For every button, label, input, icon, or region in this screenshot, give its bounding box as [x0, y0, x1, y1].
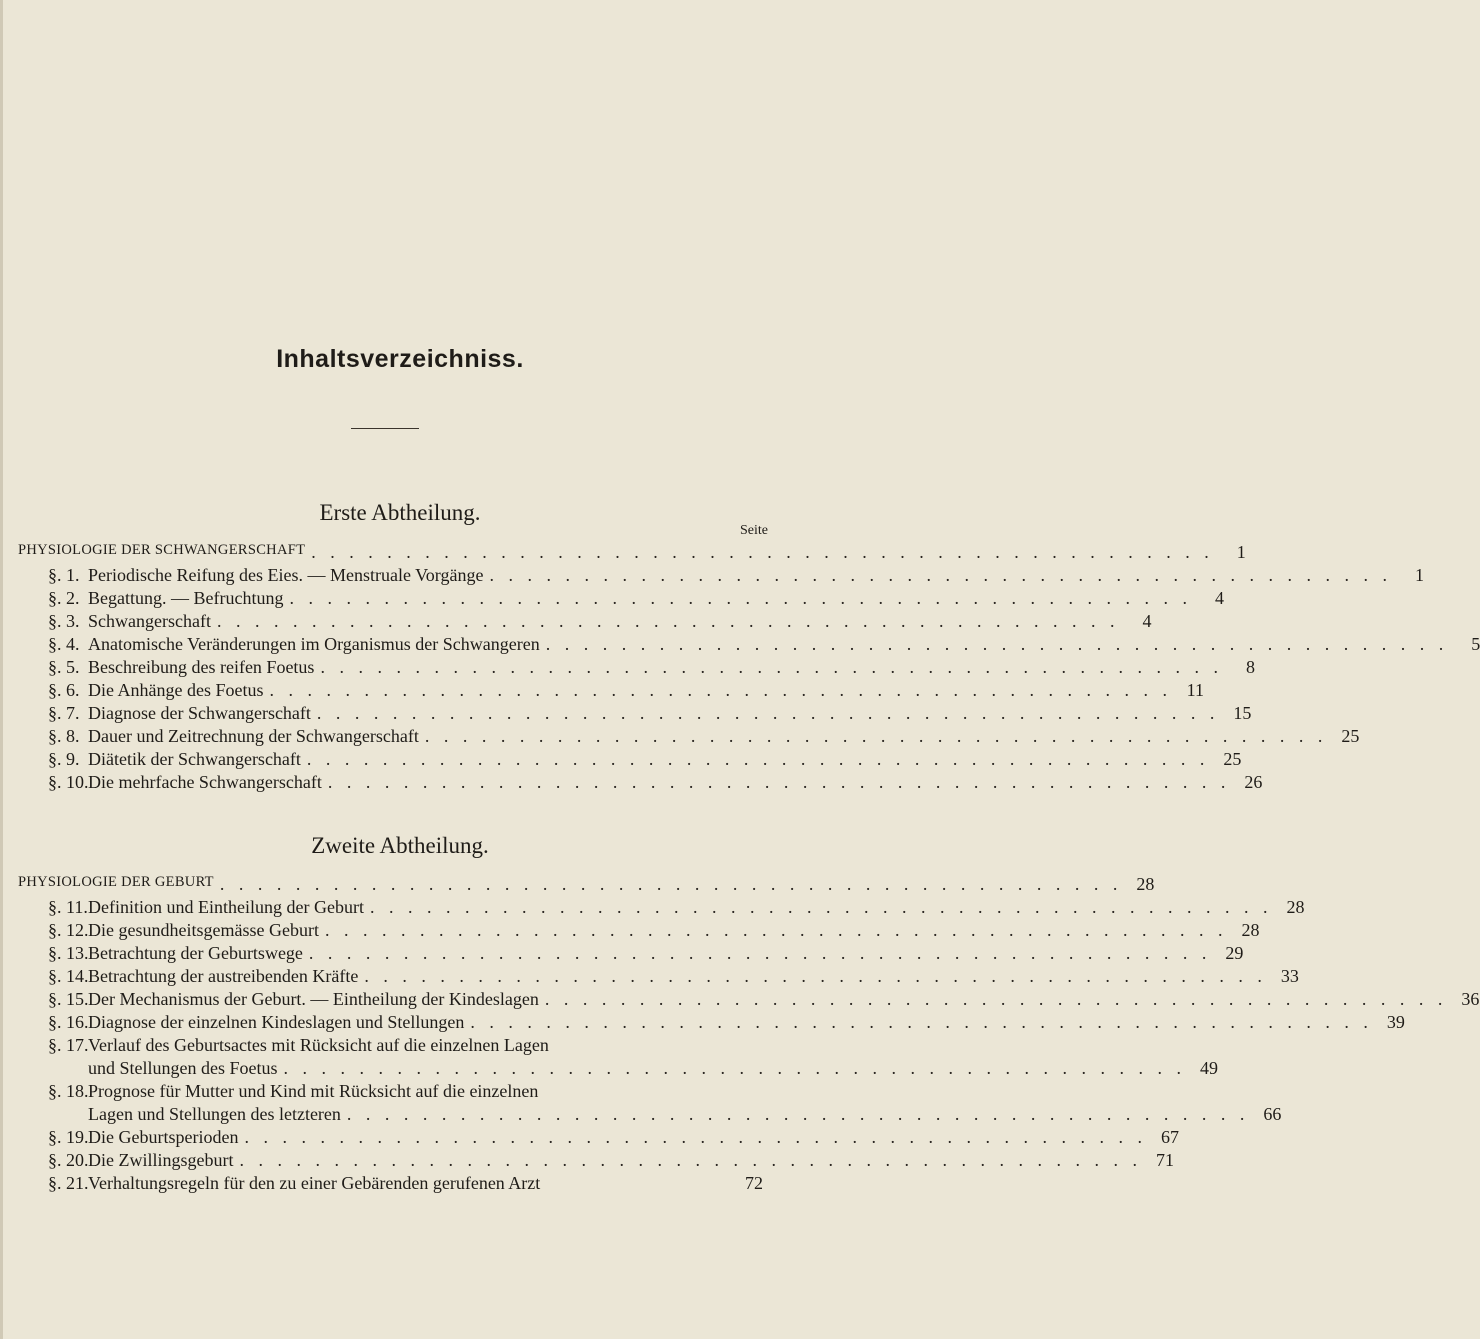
leader-dots: . . . . . . . . . . . . . . . . . . . . . . . . . . . . . . . . . . . . . . . . . . . . . . . .	[369, 897, 1273, 917]
section-number: §. 7.	[48, 703, 80, 723]
entry-title-continued: und Stellungen des Foetus	[88, 1058, 278, 1078]
section-number: §. 1.	[48, 565, 80, 585]
page-number: 11	[1186, 680, 1204, 700]
toc-entry-continuation	[88, 1104, 1282, 1125]
page-number: 67	[1160, 1127, 1179, 1147]
entry-title: Verlauf des Geburtsactes mit Rücksicht auf die einzelnen Lagen	[88, 1035, 549, 1055]
leader-dots: . . . . . . . . . . . . . . . . . . . . . . . . . . . . . . . . . . . . . . . . . . . . . . . .	[424, 726, 1328, 746]
toc-entry-continuation	[88, 1058, 1218, 1079]
section-number: §. 21.	[48, 1173, 89, 1193]
section-number: §. 13.	[48, 943, 89, 963]
leader-dots: . . . . . . . . . . . . . . . . . . . . . . . . . . . . . . . . . . . . . . . . . . . . . . . .	[346, 1104, 1250, 1124]
toc-entry	[48, 1012, 1405, 1033]
section-number: §. 18.	[48, 1081, 89, 1101]
entry-title: Die gesundheitsgemässe Geburt	[88, 920, 319, 940]
part-title-text: PHYSIOLOGIE DER GEBURT	[18, 874, 214, 890]
toc-entry	[48, 611, 1152, 632]
leader-dots: . . . . . . . . . . . . . . . . . . . . . . . . . . . . . . . . . . . . . . . . . . . . . . . .	[219, 874, 1123, 894]
toc-entry	[48, 749, 1242, 770]
page-edge	[0, 0, 3, 1339]
part-title-2	[18, 874, 1155, 895]
page-number: 28	[1136, 874, 1155, 894]
page-number: 1	[1414, 565, 1424, 585]
leader-dots: . . . . . . . . . . . . . . . . . . . . . . . . . . . . . . . . . . . . . . . . . . . . . . . .	[216, 611, 1120, 631]
entry-title: Diagnose der Schwangerschaft	[88, 703, 311, 723]
entry-title: Beschreibung des reifen Foetus	[88, 657, 315, 677]
section-number: §. 5.	[48, 657, 80, 677]
toc-entry	[48, 772, 1263, 793]
entry-title: Dauer und Zeitrechnung der Schwangerschaft	[88, 726, 419, 746]
toc-entry	[48, 1081, 763, 1102]
entry-title: Die Zwillingsgeburt	[88, 1150, 234, 1170]
section-number: §. 14.	[48, 966, 89, 986]
toc-entry	[48, 634, 1480, 655]
page-number: 29	[1225, 943, 1244, 963]
leader-dots: . . . . . . . . . . . . . . . . . . . . . . . . . . . . . . . . . . . . . . . . . . . . . . . .	[239, 1150, 1142, 1170]
entry-title-continued: Lagen und Stellungen des letzteren	[88, 1104, 341, 1124]
page-number: 5	[1471, 634, 1480, 654]
page-number: 15	[1233, 703, 1252, 723]
toc-entry	[48, 897, 1305, 918]
leader-dots: . . . . . . . . . . . . . . . . . . . . . . . . . . . . . . . . . . . . . . . . . . . . . . . .	[489, 565, 1392, 585]
page-number: 1	[1236, 542, 1246, 562]
page-number: 26	[1244, 772, 1263, 792]
leader-dots: . . . . . . . . . . . . . . . . . . . . . . . . . . . . . . . . . . . . . . . . . . . . . . . .	[320, 657, 1223, 677]
leader-dots: . . . . . . . . . . . . . . . . . . . . . . . . . . . . . . . . . . . . . . . . . . . . . . . .	[308, 943, 1212, 963]
toc-entry	[48, 1127, 1179, 1148]
leader-dots: . . . . . . . . . . . . . . . . . . . . . . . . . . . . . . . . . . . . . . . . . . . . . . . .	[311, 542, 1214, 562]
page-title: Inhaltsverzeichniss.	[276, 345, 524, 373]
entry-title: Diätetik der Schwangerschaft	[88, 749, 301, 769]
leader-dots: . . . . . . . . . . . . . . . . . . . . . . . . . . . . . . . . . . . . . . . . . . . . . . . .	[289, 588, 1192, 608]
toc-entry	[48, 726, 1360, 747]
toc-entry	[48, 657, 1255, 678]
title-rule	[351, 428, 419, 429]
leader-dots: . . . . . . . . . . . . . . . . . . . . . . . . . . . . . . . . . . . . . . . . . . . . . . . .	[545, 634, 1449, 654]
page-number: 72	[745, 1173, 763, 1193]
page-number: 66	[1263, 1104, 1282, 1124]
toc-entry	[48, 565, 1424, 586]
leader-dots: . . . . . . . . . . . . . . . . . . . . . . . . . . . . . . . . . . . . . . . . . . . . . . . .	[306, 749, 1210, 769]
page-number: 36	[1461, 989, 1480, 1009]
entry-title: Die Anhänge des Foetus	[88, 680, 264, 700]
page-number: 28	[1286, 897, 1305, 917]
leader-dots: . . . . . . . . . . . . . . . . . . . . . . . . . . . . . . . . . . . . . . . . . . . . . . . .	[244, 1127, 1147, 1147]
entry-title: Prognose für Mutter und Kind mit Rücksicht auf die einzelnen	[88, 1081, 539, 1101]
leader-dots: . . . . . . . . . . . . . . . . . . . . . . . . . . . . . . . . . . . . . . . . . . . . . . . .	[316, 703, 1220, 723]
leader-dots: . . . . . . . . . . . . . . . . . . . . . . . . . . . . . . . . . . . . . . . . . . . . . . . .	[544, 989, 1448, 1009]
section-number: §. 9.	[48, 749, 80, 769]
page-number: 25	[1341, 726, 1360, 746]
section-heading-2: Zweite Abtheilung.	[311, 833, 489, 858]
page-number: 4	[1214, 588, 1224, 608]
page-number: 28	[1241, 920, 1260, 940]
entry-title: Schwangerschaft	[88, 611, 211, 631]
toc-entry	[48, 703, 1252, 724]
section-number: §. 19.	[48, 1127, 89, 1147]
leader-dots: . . . . . . . . . . . . . . . . . . . . . . . . . . . . . . . . . . . . . . . . . . . . . . . .	[364, 966, 1267, 986]
toc-entry	[48, 680, 1204, 701]
toc-entry	[48, 943, 1244, 964]
page-number: 8	[1245, 657, 1255, 677]
entry-title: Betrachtung der austreibenden Kräfte	[88, 966, 359, 986]
entry-title: Die Geburtsperioden	[88, 1127, 239, 1147]
entry-title: Betrachtung der Geburtswege	[88, 943, 303, 963]
section-number: §. 3.	[48, 611, 80, 631]
entry-title: Die mehrfache Schwangerschaft	[88, 772, 322, 792]
toc-entry	[48, 588, 1224, 609]
entry-title: Begattung. — Befruchtung	[88, 588, 284, 608]
toc-entry	[48, 1150, 1174, 1171]
toc-entry	[48, 966, 1299, 987]
section-number: §. 20.	[48, 1150, 89, 1170]
entry-title: Der Mechanismus der Geburt. — Eintheilung der Kindeslagen	[88, 989, 539, 1009]
page-number: 33	[1280, 966, 1299, 986]
leader-dots: . . . . . . . . . . . . . . . . . . . . . . . . . . . . . . . . . . . . . . . . . . . . . . . .	[324, 920, 1228, 940]
entry-title: Periodische Reifung des Eies. — Menstruale Vorgänge	[88, 565, 484, 585]
entry-title: Anatomische Veränderungen im Organismus der Schwangeren	[88, 634, 540, 654]
page-number: 49	[1200, 1058, 1218, 1078]
page-number: 25	[1223, 749, 1242, 769]
section-heading-1: Erste Abtheilung.	[319, 500, 481, 525]
section-number: §. 6.	[48, 680, 80, 700]
toc-entry	[48, 1173, 763, 1194]
section-number: §. 4.	[48, 634, 80, 654]
section-number: §. 10.	[48, 772, 89, 792]
entry-title: Definition und Eintheilung der Geburt	[88, 897, 364, 917]
section-number: §. 11.	[48, 897, 88, 917]
toc-entry	[48, 989, 1480, 1010]
leader-dots: . . . . . . . . . . . . . . . . . . . . . . . . . . . . . . . . . . . . . . . . . . . . . . . .	[283, 1058, 1186, 1078]
section-number: §. 17.	[48, 1035, 89, 1055]
page-number: 4	[1142, 611, 1152, 631]
leader-dots: . . . . . . . . . . . . . . . . . . . . . . . . . . . . . . . . . . . . . . . . . . . . . . . .	[327, 772, 1231, 792]
entry-title: Diagnose der einzelnen Kindeslagen und Stellungen	[88, 1012, 465, 1032]
leader-dots: . . . . . . . . . . . . . . . . . . . . . . . . . . . . . . . . . . . . . . . . . . . . . . . .	[470, 1012, 1373, 1032]
section-number: §. 15.	[48, 989, 89, 1009]
entry-title: Verhaltungsregeln für den zu einer Gebärenden gerufenen Arzt	[88, 1173, 541, 1193]
page-number: 39	[1386, 1012, 1405, 1032]
section-number: §. 12.	[48, 920, 89, 940]
toc-entry	[48, 1035, 763, 1056]
leader-dots: . . . . . . . . . . . . . . . . . . . . . . . . . . . . . . . . . . . . . . . . . . . . . . . .	[269, 680, 1172, 700]
section-number: §. 2.	[48, 588, 80, 608]
toc-entry	[48, 920, 1260, 941]
part-title-1	[18, 542, 1246, 563]
part-title-text: PHYSIOLOGIE DER SCHWANGERSCHAFT	[18, 542, 306, 558]
page-number: 71	[1155, 1150, 1174, 1170]
section-number: §. 8.	[48, 726, 80, 746]
section-number: §. 16.	[48, 1012, 89, 1032]
page-column-label: Seite	[740, 523, 768, 538]
